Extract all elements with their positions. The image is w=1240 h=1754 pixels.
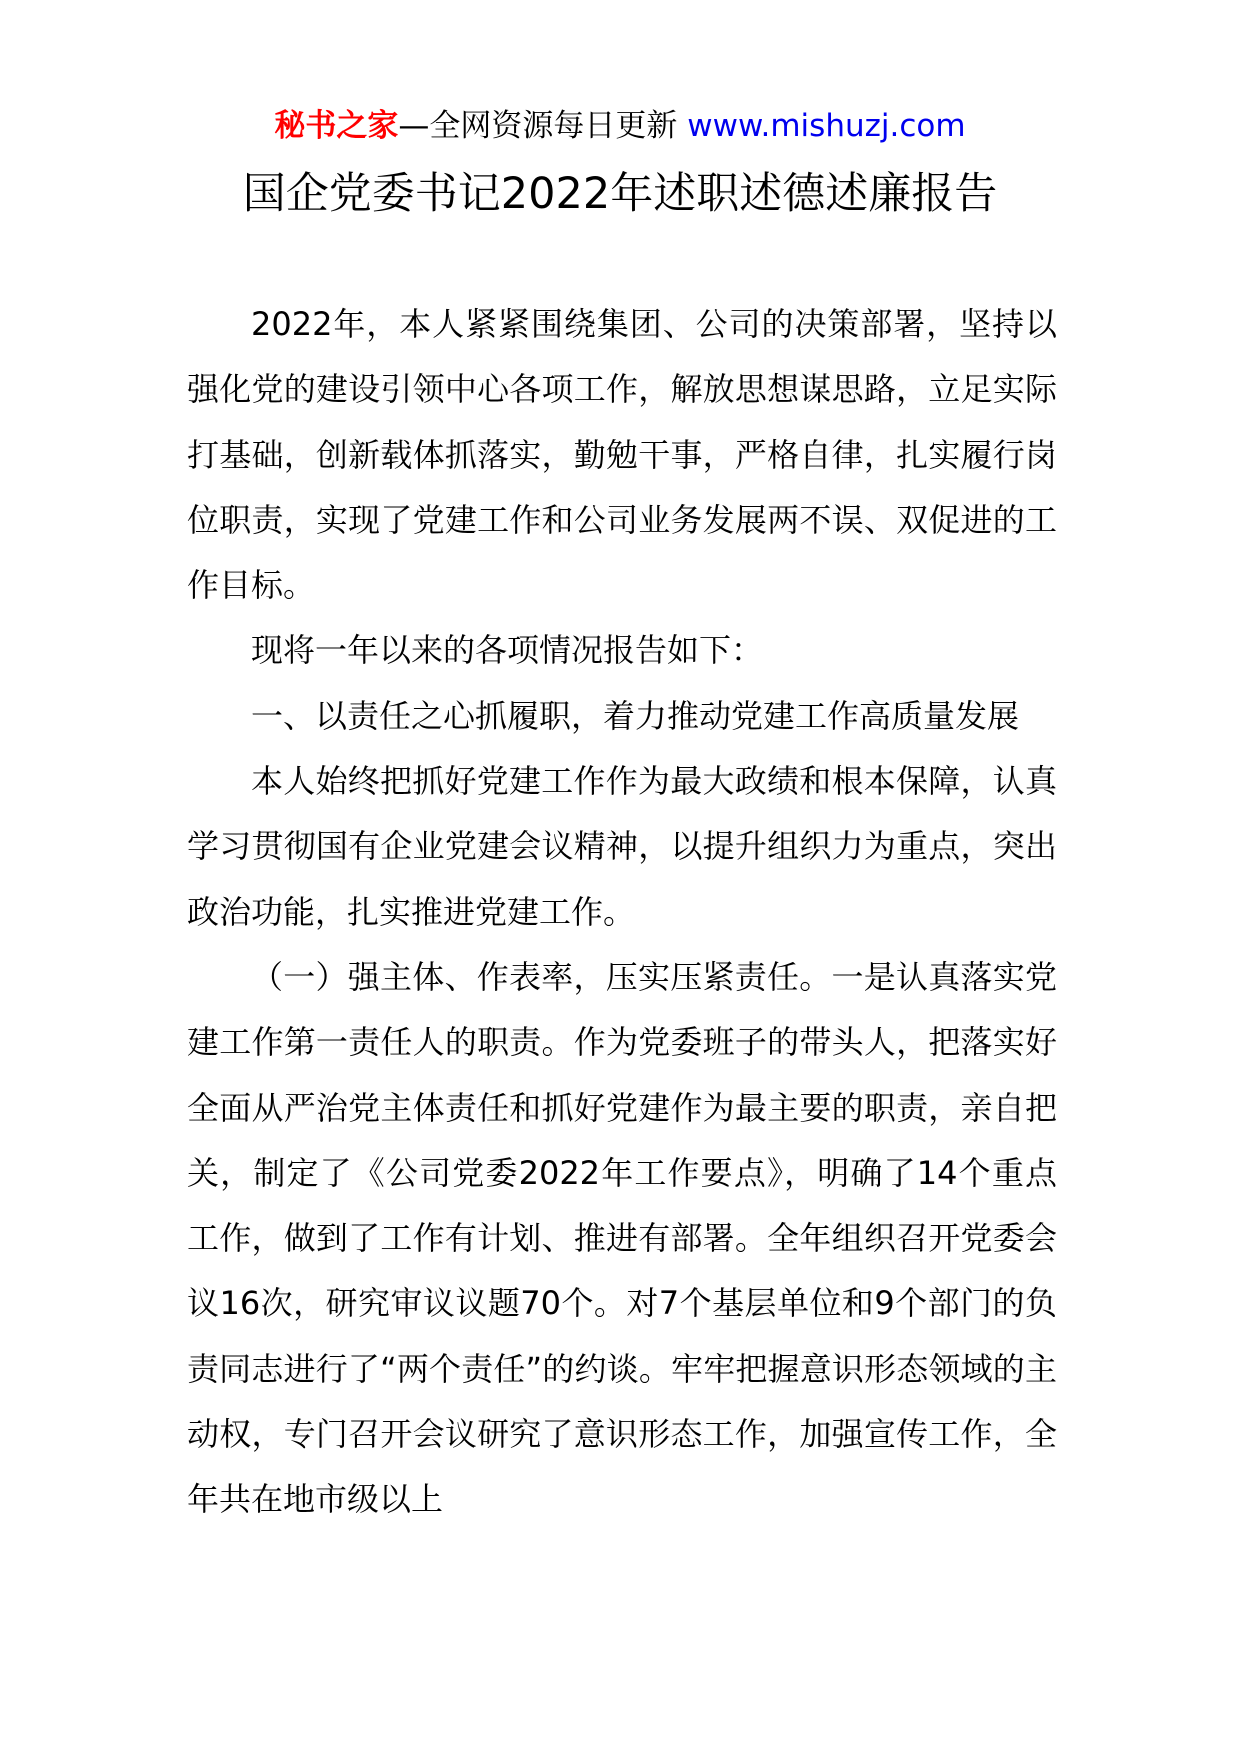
section-heading-1: 一、以责任之心抓履职，着力推动党建工作高质量发展 [251, 696, 1020, 735]
site-url-link[interactable]: www.mishuzj.com [687, 108, 966, 144]
brand-name: 秘书之家 [274, 108, 399, 144]
document-title: 国企党委书记2022年述职述德述廉报告 [242, 169, 998, 219]
document-body [187, 292, 1057, 1533]
site-header [0, 104, 1240, 148]
paragraph-subsection-1: （一）强主体、作表率，压实压紧责任。一是认真落实党建工作第一责任人的职责。作为党委班子的带头人，把落实好全面从严治党主体责任和抓好党建作为最主要的职责，亲自把关，制定了《公司党委2022年工作要点》，明确了14个重点工作，做到了工作有计划、推进有部署。全年组织召开党委会议16次，研究审议议题70个。对7个基层单位和9个部门的负责同志进行了“两个责任”的约谈。牢牢把握意识形态领域的主动权，专门召开会议研究了意识形态工作，加强宣传工作，全年共在地市级以上 [187, 957, 1057, 1519]
paragraph-section-1-intro: 本人始终把抓好党建工作作为最大政绩和根本保障，认真学习贯彻国有企业党建会议精神，以提升组织力为重点，突出政治功能，扎实推进党建工作。 [187, 762, 1057, 931]
site-tagline: —全网资源每日更新 [398, 108, 688, 144]
paragraph-report-lead: 现将一年以来的各项情况报告如下： [251, 631, 764, 670]
paragraph-intro: 2022年，本人紧紧围绕集团、公司的决策部署，坚持以强化党的建设引领中心各项工作，解放思想谋思路，立足实际打基础，创新载体抓落实，勤勉干事，严格自律，扎实履行岗位职责，实现了党建工作和公司业务发展两不误、双促进的工作目标。 [187, 305, 1057, 605]
